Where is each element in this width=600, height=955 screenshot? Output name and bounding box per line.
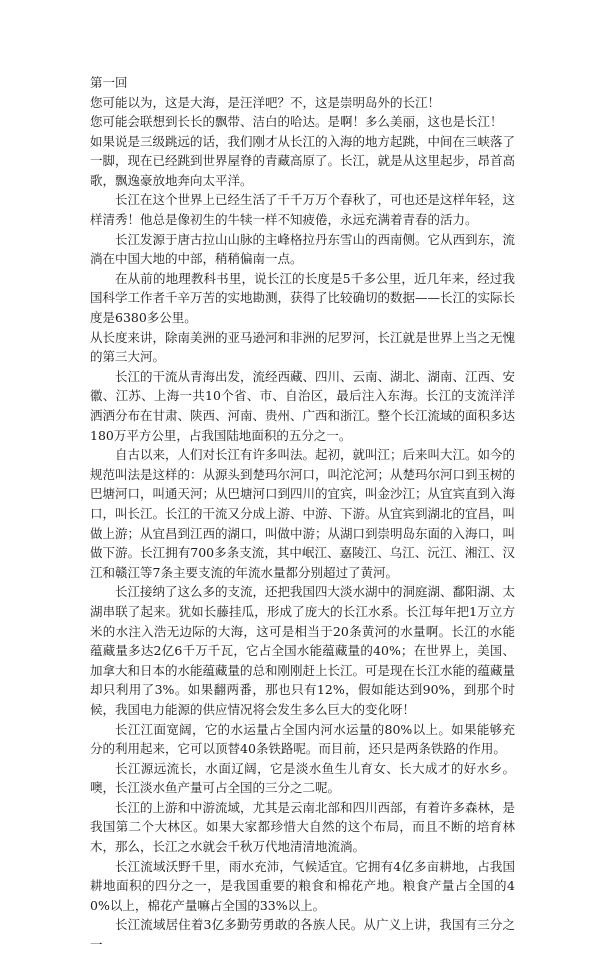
- paragraph-9: 自古以来，人们对长江有许多叫法。起初，就叫江；后来叫大江。如今的规范叫法是这样的：从源头到楚玛尔河口，叫沱沱河；从楚玛尔河口到玉树的巴塘河口，叫通天河；从巴塘河口到四川的宜宾，叫金沙江；从宜宾直到入海口，叫长江。长江的干流又分成上游、中游、下游。从宜宾到湖北的宜昌，叫做上游；从宜昌到江西的湖口，叫做中游；从湖口到崇明岛东面的入海口，叫做下游。长江拥有700多条支流，其中岷江、嘉陵江、乌江、沅江、湘江、汉江和赣江等7条主要支流的年流水量都分别超过了黄河。: [90, 447, 516, 580]
- chapter-heading: 第一回: [90, 75, 128, 90]
- paragraph-10: 长江接纳了这么多的支流，还把我国四大淡水湖中的洞庭湖、鄱阳湖、太湖串联了起来。犹如长藤挂瓜，形成了庞大的长江水系。长江每年把1万立方米的水注入浩无边际的大海，这可是相当于20条黄河的水量啊。长江的水能蕴藏量多达2亿6千万千瓦，它占全国水能蕴藏量的40%；在世界上，美国、加拿大和日本的水能蕴藏量的总和刚刚赶上长江。可是现在长江水能的蕴藏量却只利用了3%。如果翻两番，那也只有12%，假如能达到90%，到那个时候，我国电力能源的供应情况将会发生多么巨大的变化呀！: [90, 584, 516, 717]
- paragraph-13: 长江的上游和中游流域，尤其是云南北部和四川西部，有着许多森林，是我国第二个大林区。如果大家都珍惜大自然的这个布局，而且不断的培育林木，那么，长江之水就会千秋万代地清清地流淌。: [90, 799, 516, 855]
- paragraph-7: 从长度来讲，除南美洲的亚马逊河和非洲的尼罗河，长江就是世界上当之无愧的第三大河。: [90, 329, 516, 365]
- paragraph-1: 您可能以为，这是大海，是汪洋吧？不，这是崇明岛外的长江！: [90, 94, 441, 110]
- paragraph-14: 长江流域沃野千里，雨水充沛，气候适宜。它拥有4亿多亩耕地，占我国耕地面积的四分之一，是我国重要的粮食和棉花产地。粮食产量占全国的40%以上，棉花产量嘛占全国的33%以上。: [90, 858, 515, 913]
- paragraph-2: 您可能会联想到长长的飘带、洁白的哈达。是啊！多么美丽，这也是长江！: [90, 114, 503, 130]
- paragraph-3: 如果说是三级跳远的话，我们刚才从长江的入海的地方起跳，中间在三峡落了一脚，现在已经跳到世界屋脊的青藏高原了。长江，就是从这里起步，昂首高歌，飘逸豪放地奔向太平洋。: [90, 133, 516, 188]
- paragraph-11: 长江江面宽阔，它的水运量占全国内河水运量的80%以上。如果能够充分的利用起来，它可以顶替40条铁路呢。而目前，还只是两条铁路的作用。: [90, 721, 515, 757]
- paragraph-4: 长江在这个世界上已经生活了千千万万个春秋了，可也还是这样年轻，这样清秀！他总是像初生的牛犊一样不知疲倦，永远充满着青春的活力。: [90, 192, 516, 228]
- paragraph-5: 长江发源于唐古拉山山脉的主峰格拉丹东雪山的西南侧。它从西到东，流淌在中国大地的中部，稍稍偏南一点。: [90, 231, 516, 267]
- paragraph-6: 在从前的地理教科书里，说长江的长度是5千多公里，近几年来，经过我国科学工作者千辛万苦的实地勘测，获得了比较确切的数据——长江的实际长度是6380多公里。: [90, 270, 516, 326]
- paragraph-15: 长江流域居住着3亿多勤劳勇敢的各族人民。从广义上讲，我国有三分之一: [90, 917, 515, 953]
- document-page: [90, 73, 515, 955]
- paragraph-8: 长江的干流从青海出发，流经西藏、四川、云南、湖北、湖南、江西、安徽、江苏、上海一共10个省、市、自治区，最后注入东海。长江的支流洋洋洒洒分布在甘肃、陕西、河南、贵州、广西和浙江。整个长江流域的面积多达180万平方公里，占我国陆地面积的五分之一。: [90, 368, 516, 443]
- paragraph-12: 长江源远流长，水面辽阔，它是淡水鱼生儿育女、长大成才的好水乡。噢，长江淡水鱼产量可占全国的三分之二呢。: [90, 760, 515, 796]
